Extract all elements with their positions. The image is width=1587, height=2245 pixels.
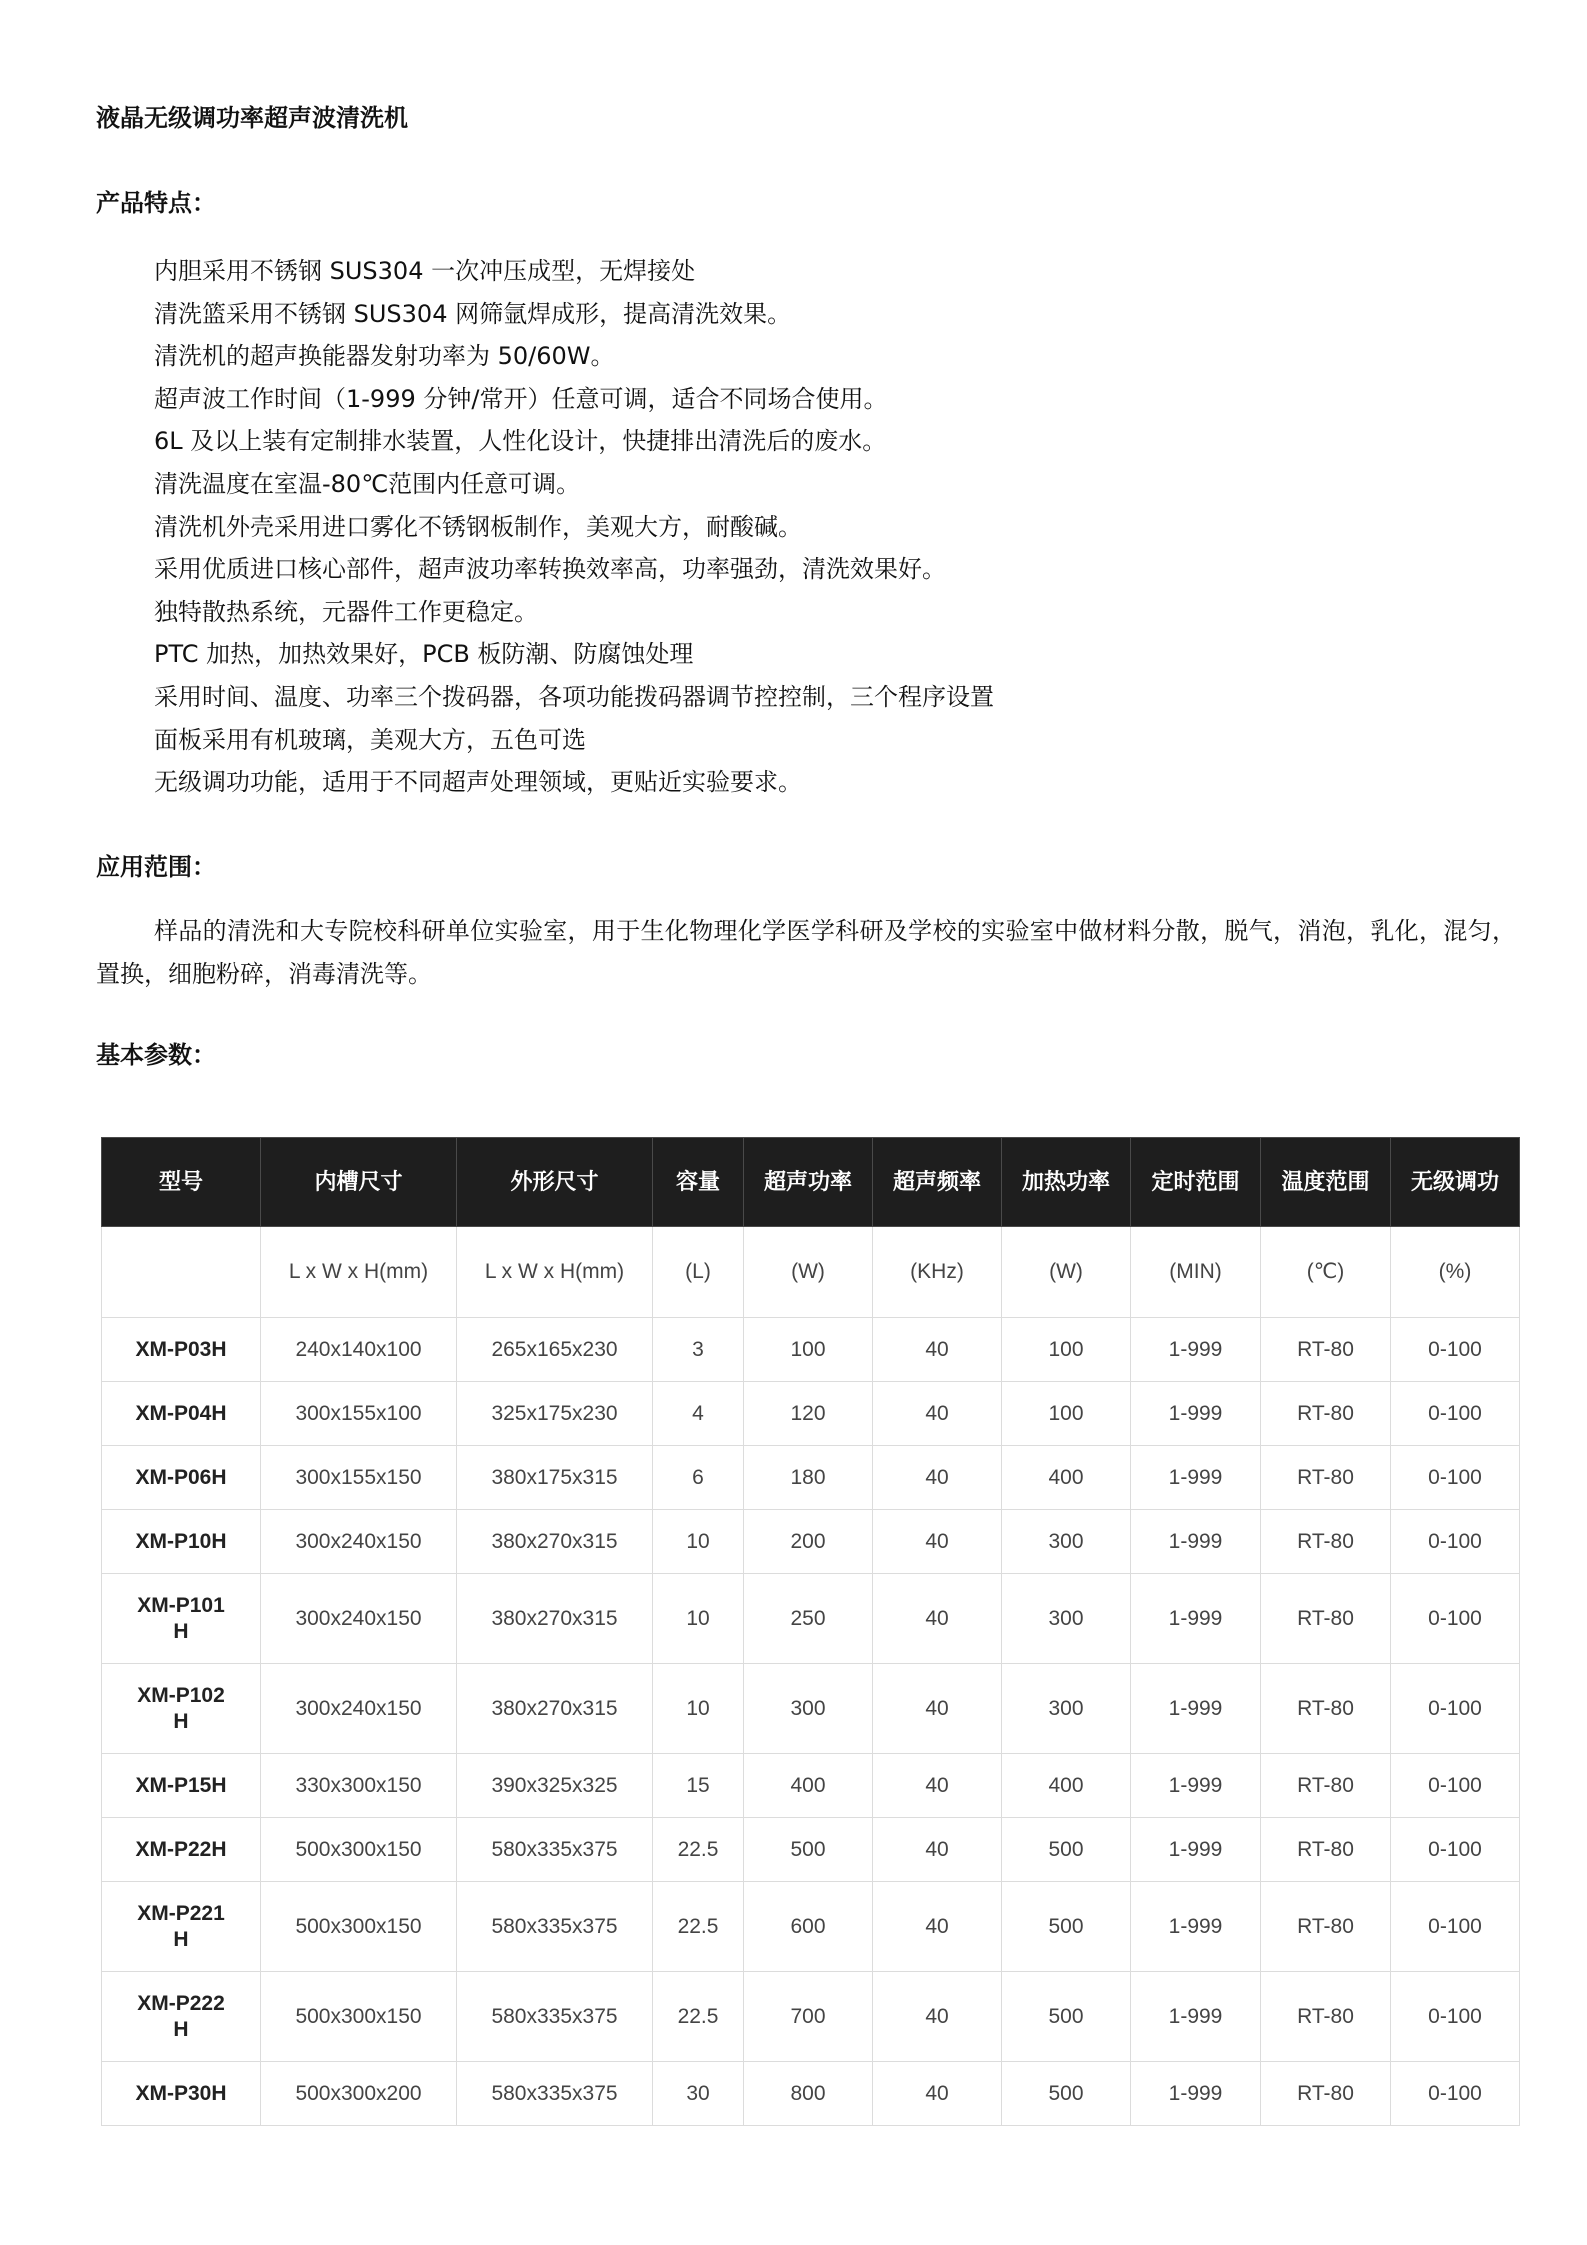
- table-cell: 0-100: [1391, 1574, 1520, 1664]
- table-cell: 300x240x150: [261, 1574, 457, 1664]
- table-cell: 40: [873, 1972, 1002, 2062]
- table-cell: 500: [1002, 2062, 1131, 2126]
- table-cell: 30: [653, 2062, 744, 2126]
- table-cell: 10: [653, 1574, 744, 1664]
- unit-cell-text: L x W x H(mm): [288, 1260, 429, 1283]
- scope-paragraph: 样品的清洗和大专院校科研单位实验室，用于生化物理化学医学科研及学校的实验室中做材料分散，脱气，消泡，乳化，混匀，置换，细胞粉碎，消毒清洗等。: [96, 917, 1516, 988]
- unit-cell: (MIN): [1131, 1227, 1261, 1318]
- unit-cell: [457, 1227, 653, 1318]
- table-cell: 1-999: [1131, 1882, 1261, 1972]
- table-cell: 300: [744, 1664, 873, 1754]
- table-cell: 1-999: [1131, 1446, 1261, 1510]
- table-cell: 0-100: [1391, 1664, 1520, 1754]
- model-name: XM-​P222H: [137, 1991, 225, 2041]
- table-cell: RT-80: [1261, 1510, 1391, 1574]
- table-cell: 40: [873, 1382, 1002, 1446]
- table-cell: 500x300x150: [261, 1972, 457, 2062]
- table-cell: RT-80: [1261, 1318, 1391, 1382]
- table-cell: 380x175x315: [457, 1446, 653, 1510]
- feature-item: 清洗温度在室温-80℃范围内任意可调。: [154, 469, 581, 498]
- table-cell: 400: [1002, 1446, 1131, 1510]
- table-cell: 380x270x315: [457, 1664, 653, 1754]
- table-cell: 1-999: [1131, 1664, 1261, 1754]
- model-name: XM-P10H: [135, 1529, 227, 1553]
- table-cell: 600: [744, 1882, 873, 1972]
- document-title: 液晶无级调功率超声波清洗机: [96, 103, 408, 132]
- table-cell: 300: [1002, 1664, 1131, 1754]
- table-cell: 6: [653, 1446, 744, 1510]
- feature-item: 清洗篮采用不锈钢 SUS304 网筛氩焊成形，提高清洗效果。: [154, 299, 792, 328]
- table-cell: 0-100: [1391, 1382, 1520, 1446]
- table-cell: RT-80: [1261, 1446, 1391, 1510]
- table-cell: 40: [873, 1818, 1002, 1882]
- model-cell: [102, 1446, 261, 1510]
- table-cell: 250: [744, 1574, 873, 1664]
- table-cell: 0-100: [1391, 1818, 1520, 1882]
- table-cell: RT-80: [1261, 1818, 1391, 1882]
- table-cell: 22.5: [653, 1882, 744, 1972]
- column-header-frequency: 超声频率: [873, 1138, 1002, 1227]
- table-cell: RT-80: [1261, 2062, 1391, 2126]
- model-cell: [102, 1574, 261, 1664]
- table-header-row: [102, 1138, 1520, 1227]
- table-cell: 40: [873, 1510, 1002, 1574]
- unit-cell: (W): [744, 1227, 873, 1318]
- table-cell: 40: [873, 1318, 1002, 1382]
- feature-item: 面板采用有机玻璃，美观大方，五色可选: [154, 725, 586, 754]
- table-cell: 100: [744, 1318, 873, 1382]
- table-cell: 300: [1002, 1574, 1131, 1664]
- column-header-capacity: 容量: [653, 1138, 744, 1227]
- table-cell: 1-999: [1131, 1382, 1261, 1446]
- column-header-inner-size: 内槽尺寸: [261, 1138, 457, 1227]
- column-header-ultrasonic-power: 超声功率: [744, 1138, 873, 1227]
- table-cell: 300x240x150: [261, 1510, 457, 1574]
- model-name: XM-​P101H: [137, 1593, 225, 1643]
- model-name: XM-P15H: [135, 1773, 227, 1797]
- unit-cell: [102, 1227, 261, 1318]
- spec-table-container: [101, 1137, 1519, 2126]
- table-cell: 700: [744, 1972, 873, 2062]
- table-cell: 4: [653, 1382, 744, 1446]
- table-cell: 40: [873, 1664, 1002, 1754]
- feature-item: 6L 及以上装有定制排水装置，人性化设计，快捷排出清洗后的废水。: [154, 427, 887, 456]
- table-cell: 580x335x375: [457, 1972, 653, 2062]
- table-cell: 22.5: [653, 1972, 744, 2062]
- table-cell: 265x165x230: [457, 1318, 653, 1382]
- table-cell: 40: [873, 1882, 1002, 1972]
- table-cell: RT-80: [1261, 1754, 1391, 1818]
- table-cell: 1-999: [1131, 1818, 1261, 1882]
- column-header-power-adjust: 无级调功: [1391, 1138, 1520, 1227]
- table-cell: 500x300x150: [261, 1818, 457, 1882]
- model-name: XM-P22H: [135, 1837, 227, 1861]
- table-cell: 1-999: [1131, 2062, 1261, 2126]
- table-cell: 300x240x150: [261, 1664, 457, 1754]
- table-row: [102, 1972, 1520, 2062]
- table-cell: 400: [1002, 1754, 1131, 1818]
- model-name: XM-P04H: [135, 1401, 227, 1425]
- table-cell: 580x335x375: [457, 1882, 653, 1972]
- model-cell: [102, 1510, 261, 1574]
- table-cell: 3: [653, 1318, 744, 1382]
- table-cell: 120: [744, 1382, 873, 1446]
- table-cell: 380x270x315: [457, 1510, 653, 1574]
- model-cell: [102, 1382, 261, 1446]
- table-cell: 0-100: [1391, 1972, 1520, 2062]
- table-cell: 40: [873, 1574, 1002, 1664]
- table-cell: 390x325x325: [457, 1754, 653, 1818]
- table-row: [102, 1510, 1520, 1574]
- table-cell: 500x300x150: [261, 1882, 457, 1972]
- table-cell: 1-999: [1131, 1318, 1261, 1382]
- table-cell: 0-100: [1391, 1510, 1520, 1574]
- unit-cell: (℃): [1261, 1227, 1391, 1318]
- table-cell: 580x335x375: [457, 2062, 653, 2126]
- model-cell: [102, 1972, 261, 2062]
- table-row: [102, 1382, 1520, 1446]
- table-cell: 500: [1002, 1882, 1131, 1972]
- table-cell: 240x140x100: [261, 1318, 457, 1382]
- unit-cell-text: L x W x H(mm): [484, 1260, 625, 1283]
- table-cell: 1-999: [1131, 1754, 1261, 1818]
- features-list: [154, 250, 994, 804]
- table-cell: 500: [1002, 1972, 1131, 2062]
- table-cell: 300x155x100: [261, 1382, 457, 1446]
- table-row: [102, 1664, 1520, 1754]
- model-cell: [102, 1754, 261, 1818]
- column-header-outer-size: 外形尺寸: [457, 1138, 653, 1227]
- table-cell: 180: [744, 1446, 873, 1510]
- table-cell: 0-100: [1391, 1882, 1520, 1972]
- table-cell: 22.5: [653, 1818, 744, 1882]
- model-name: XM-P06H: [135, 1465, 227, 1489]
- feature-item: 独特散热系统，元器件工作更稳定。: [154, 597, 538, 626]
- model-name: XM-​P102H: [137, 1683, 225, 1733]
- scope-heading: 应用范围：: [96, 852, 216, 881]
- params-heading: 基本参数：: [96, 1040, 216, 1069]
- table-cell: RT-80: [1261, 1574, 1391, 1664]
- table-row: [102, 1818, 1520, 1882]
- table-cell: RT-80: [1261, 1972, 1391, 2062]
- feature-item: 采用时间、温度、功率三个拨码器，各项功能拨码器调节控控制，三个程序设置: [154, 682, 994, 711]
- model-cell: [102, 2062, 261, 2126]
- model-name: XM-P30H: [135, 2081, 227, 2105]
- column-header-heating-power: 加热功率: [1002, 1138, 1131, 1227]
- table-cell: 10: [653, 1664, 744, 1754]
- table-cell: RT-80: [1261, 1382, 1391, 1446]
- model-cell: [102, 1882, 261, 1972]
- table-cell: 1-999: [1131, 1510, 1261, 1574]
- table-row: [102, 2062, 1520, 2126]
- table-cell: 325x175x230: [457, 1382, 653, 1446]
- table-cell: RT-80: [1261, 1664, 1391, 1754]
- column-header-temperature-range: 温度范围: [1261, 1138, 1391, 1227]
- table-cell: 15: [653, 1754, 744, 1818]
- unit-cell: (%): [1391, 1227, 1520, 1318]
- table-cell: 40: [873, 1754, 1002, 1818]
- table-cell: 0-100: [1391, 1754, 1520, 1818]
- feature-item: 清洗机外壳采用进口雾化不锈钢板制作，美观大方，耐酸碱。: [154, 512, 802, 541]
- table-cell: 10: [653, 1510, 744, 1574]
- table-cell: 500: [744, 1818, 873, 1882]
- table-row: [102, 1754, 1520, 1818]
- spec-table: [101, 1137, 1520, 2126]
- feature-item: 内胆采用不锈钢 SUS304 一次冲压成型，无焊接处: [154, 257, 696, 285]
- unit-cell: [261, 1227, 457, 1318]
- table-cell: 300: [1002, 1510, 1131, 1574]
- table-cell: 40: [873, 1446, 1002, 1510]
- table-cell: 0-100: [1391, 2062, 1520, 2126]
- table-row: [102, 1882, 1520, 1972]
- table-cell: 0-100: [1391, 1318, 1520, 1382]
- table-cell: 400: [744, 1754, 873, 1818]
- table-row: [102, 1446, 1520, 1510]
- model-name: XM-P03H: [135, 1337, 227, 1361]
- table-cell: 580x335x375: [457, 1818, 653, 1882]
- table-cell: 380x270x315: [457, 1574, 653, 1664]
- feature-item: 清洗机的超声换能器发射功率为 50/60W。: [154, 342, 615, 371]
- feature-item: 无级调功功能，适用于不同超声处理领域，更贴近实验要求。: [154, 768, 802, 797]
- table-unit-row: [102, 1227, 1520, 1318]
- table-row: [102, 1318, 1520, 1382]
- table-cell: 1-999: [1131, 1574, 1261, 1664]
- model-cell: [102, 1318, 261, 1382]
- table-cell: 1-999: [1131, 1972, 1261, 2062]
- model-name: XM-​P221H: [137, 1901, 225, 1951]
- features-heading: 产品特点：: [96, 188, 216, 217]
- unit-cell: (KHz): [873, 1227, 1002, 1318]
- table-cell: 100: [1002, 1318, 1131, 1382]
- table-cell: 100: [1002, 1382, 1131, 1446]
- table-cell: 40: [873, 2062, 1002, 2126]
- column-header-timer-range: 定时范围: [1131, 1138, 1261, 1227]
- table-cell: RT-80: [1261, 1882, 1391, 1972]
- table-row: [102, 1574, 1520, 1664]
- table-cell: 330x300x150: [261, 1754, 457, 1818]
- unit-cell: (W): [1002, 1227, 1131, 1318]
- feature-item: 超声波工作时间（1-999 分钟/常开）任意可调，适合不同场合使用。: [154, 384, 888, 413]
- feature-item: 采用优质进口核心部件，超声波功率转换效率高，功率强劲，清洗效果好。: [154, 555, 946, 584]
- model-cell: [102, 1664, 261, 1754]
- unit-cell: (L): [653, 1227, 744, 1318]
- table-cell: 500x300x200: [261, 2062, 457, 2126]
- table-cell: 200: [744, 1510, 873, 1574]
- feature-item: PTC 加热，加热效果好，PCB 板防潮、防腐蚀处理: [154, 640, 694, 669]
- table-cell: 300x155x150: [261, 1446, 457, 1510]
- column-header-model: 型号: [102, 1138, 261, 1227]
- table-cell: 800: [744, 2062, 873, 2126]
- table-cell: 0-100: [1391, 1446, 1520, 1510]
- table-cell: 500: [1002, 1818, 1131, 1882]
- model-cell: [102, 1818, 261, 1882]
